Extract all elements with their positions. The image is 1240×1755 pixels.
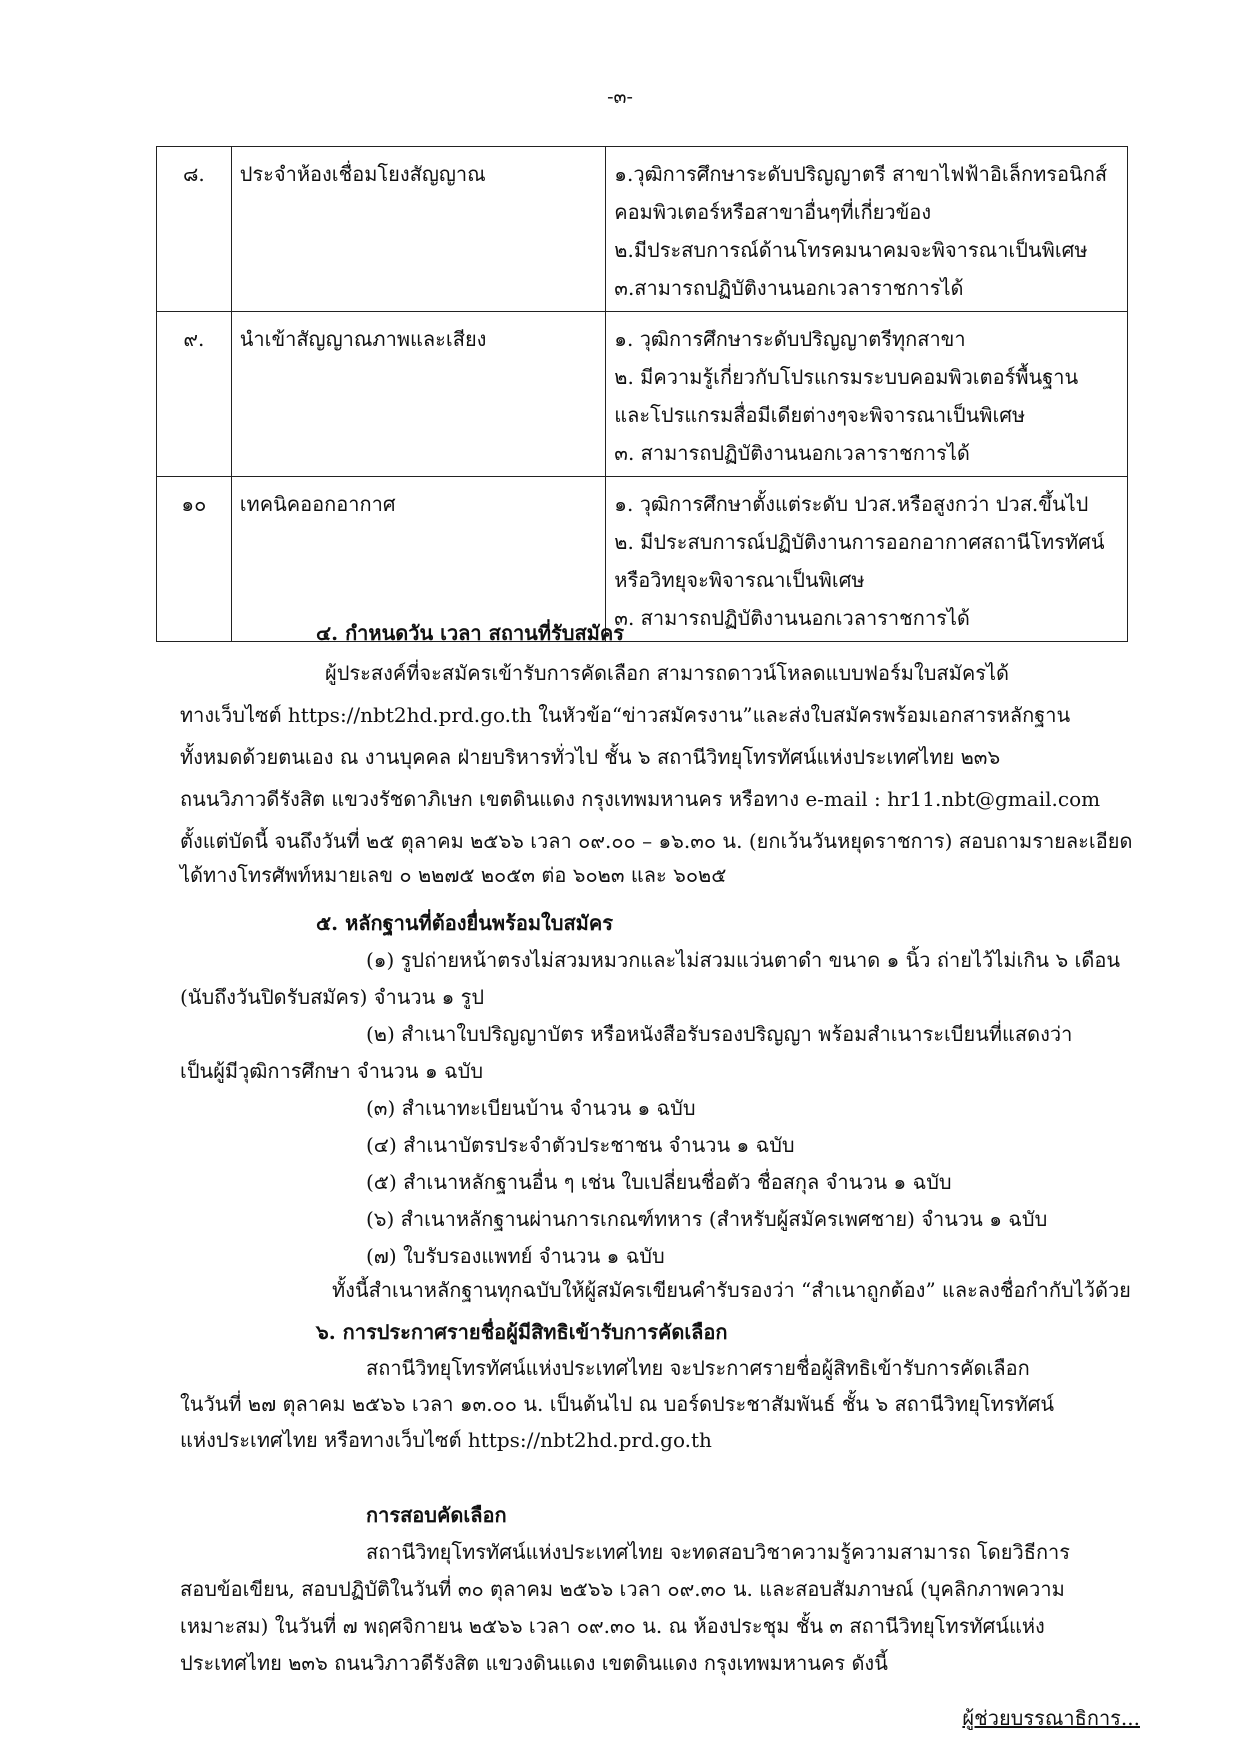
paragraph-line: (๕) สำเนาหลักฐานอื่น ๆ เช่น ใบเปลี่ยนชื่อตัว ชื่อสกุล จำนวน ๑ ฉบับ xyxy=(366,1170,952,1194)
continued-next-page: ผู้ช่วยบรรณาธิการ... xyxy=(962,1706,1140,1730)
section-heading: ๖. การประกาศรายชื่อผู้มีสิทธิเข้ารับการคัดเลือก xyxy=(316,1320,728,1344)
position-name: ประจำห้องเชื่อมโยงสัญญาณ xyxy=(231,147,606,312)
paragraph-line: ตั้งแต่บัดนี้ จนถึงวันที่ ๒๕ ตุลาคม ๒๕๖๖ เวลา ๐๙.๐๐ – ๑๖.๓๐ น. (ยกเว้นวันหยุดราชการ) สอบถามรายละเอียด xyxy=(180,829,1133,853)
paragraph-line: เหมาะสม) ในวันที่ ๗ พฤศจิกายน ๒๕๖๖ เวลา ๐๙.๓๐ น. ณ ห้องประชุม ชั้น ๓ สถานีวิทยุโทรทัศน์แห่ง xyxy=(180,1614,1045,1638)
section-application-schedule xyxy=(180,616,1133,892)
position-name: เทคนิคออกอากาศ xyxy=(231,477,606,642)
position-name: นำเข้าสัญญาณภาพและเสียง xyxy=(231,312,606,477)
paragraph-line: เป็นผู้มีวุฒิการศึกษา จำนวน ๑ ฉบับ xyxy=(180,1059,484,1083)
paragraph-line: ทั้งหมดด้วยตนเอง ณ งานบุคคล ฝ่ายบริหารทั่วไป ชั้น ๖ สถานีวิทยุโทรทัศน์แห่งประเทศไทย ๒๓๖ xyxy=(180,745,1001,769)
paragraph-line: ประเทศไทย ๒๓๖ ถนนวิภาวดีรังสิต แขวงดินแดง เขตดินแดง กรุงเทพมหานคร ดังนี้ xyxy=(180,1651,888,1675)
row-number: ๑๐ xyxy=(157,477,232,642)
section-selection-exam xyxy=(180,1498,1130,1680)
paragraph-line: ถนนวิภาวดีรังสิต แขวงรัชดาภิเษก เขตดินแดง กรุงเทพมหานคร หรือทาง e-mail : hr11.nbt@gmail.com xyxy=(180,787,1101,811)
requirement-line: ๓. สามารถปฏิบัติงานนอกเวลาราชการได้ xyxy=(614,606,970,630)
paragraph-line: (นับถึงวันปิดรับสมัคร) จำนวน ๑ รูป xyxy=(180,985,485,1009)
paragraph-line: ได้ทางโทรศัพท์หมายเลข ๐ ๒๒๗๕ ๒๐๕๓ ต่อ ๖๐๒๓ และ ๖๐๒๕ xyxy=(180,863,727,887)
section-candidate-announcement xyxy=(180,1315,1130,1457)
requirements-cell xyxy=(606,147,1128,312)
table-row xyxy=(157,147,1128,312)
paragraph-line: ทางเว็บไซต์ https://nbt2hd.prd.go.th ในหัวข้อ“ข่าวสมัครงาน”และส่งใบสมัครพร้อมเอกสารหลักฐาน xyxy=(180,703,1071,727)
paragraph-line: สถานีวิทยุโทรทัศน์แห่งประเทศไทย จะประกาศรายชื่อผู้สิทธิเข้ารับการคัดเลือก xyxy=(366,1356,1030,1380)
subsection-heading: การสอบคัดเลือก xyxy=(366,1503,507,1527)
requirement-line: ๑. วุฒิการศึกษาตั้งแต่ระดับ ปวส.หรือสูงกว่า ปวส.ขึ้นไป xyxy=(614,492,1089,516)
section-required-documents xyxy=(180,906,1130,1307)
paragraph-line: สอบข้อเขียน, สอบปฏิบัติในวันที่ ๓๐ ตุลาคม ๒๕๖๖ เวลา ๐๙.๓๐ น. และสอบสัมภาษณ์ (บุคลิกภาพความ xyxy=(180,1577,1065,1601)
row-number: ๙. xyxy=(157,312,232,477)
paragraph-line: ทั้งนี้สำเนาหลักฐานทุกฉบับให้ผู้สมัครเขียนคำรับรองว่า “สำเนาถูกต้อง” และลงชื่อกำกับไว้ด้วย xyxy=(332,1278,1131,1302)
paragraph-line: (๑) รูปถ่ายหน้าตรงไม่สวมหมวกและไม่สวมแว่นตาดำ ขนาด ๑ นิ้ว ถ่ายไว้ไม่เกิน ๖ เดือน xyxy=(366,948,1121,972)
requirement-line: คอมพิวเตอร์หรือสาขาอื่นๆที่เกี่ยวข้อง xyxy=(614,200,932,224)
page-number: -๓- xyxy=(607,86,633,108)
qualification-table xyxy=(156,146,1128,642)
table-row xyxy=(157,312,1128,477)
paragraph-line: (๒) สำเนาใบปริญญาบัตร หรือหนังสือรับรองปริญญา พร้อมสำเนาระเบียนที่แสดงว่า xyxy=(366,1022,1073,1046)
paragraph-line: (๗) ใบรับรองแพทย์ จำนวน ๑ ฉบับ xyxy=(366,1244,665,1268)
paragraph-line: สถานีวิทยุโทรทัศน์แห่งประเทศไทย จะทดสอบวิชาความรู้ความสามารถ โดยวิธีการ xyxy=(366,1540,1071,1564)
requirement-line: ๒.มีประสบการณ์ด้านโทรคมนาคมจะพิจารณาเป็นพิเศษ xyxy=(614,238,1088,262)
paragraph-line: (๖) สำเนาหลักฐานผ่านการเกณฑ์ทหาร (สำหรับผู้สมัครเพศชาย) จำนวน ๑ ฉบับ xyxy=(366,1207,1048,1231)
paragraph-line: ผู้ประสงค์ที่จะสมัครเข้ารับการคัดเลือก สามารถดาวน์โหลดแบบฟอร์มใบสมัครได้ xyxy=(325,661,1009,685)
requirement-line: หรือวิทยุจะพิจารณาเป็นพิเศษ xyxy=(614,568,865,592)
requirement-line: และโปรแกรมสื่อมีเดียต่างๆจะพิจารณาเป็นพิเศษ xyxy=(614,403,1026,427)
section-heading: ๕. หลักฐานที่ต้องยื่นพร้อมใบสมัคร xyxy=(316,911,613,935)
paragraph-line: (๓) สำเนาทะเบียนบ้าน จำนวน ๑ ฉบับ xyxy=(366,1096,696,1120)
requirement-line: ๑. วุฒิการศึกษาระดับปริญญาตรีทุกสาขา xyxy=(614,327,966,351)
requirements-cell xyxy=(606,312,1128,477)
row-number: ๘. xyxy=(157,147,232,312)
requirement-line: ๑.วุฒิการศึกษาระดับปริญญาตรี สาขาไฟฟ้าอิเล็กทรอนิกส์ xyxy=(614,162,1108,186)
paragraph-line: ในวันที่ ๒๗ ตุลาคม ๒๕๖๖ เวลา ๑๓.๐๐ น. เป็นต้นไป ณ บอร์ดประชาสัมพันธ์ ชั้น ๖ สถานีวิทยุโทรทัศน์ xyxy=(180,1392,1055,1416)
requirement-line: ๒. มีประสบการณ์ปฏิบัติงานการออกอากาศสถานีโทรทัศน์ xyxy=(614,530,1105,554)
requirement-line: ๒. มีความรู้เกี่ยวกับโปรแกรมระบบคอมพิวเตอร์พื้นฐาน xyxy=(614,365,1079,389)
section-heading: ๔. กำหนดวัน เวลา สถานที่รับสมัคร xyxy=(316,621,624,645)
requirement-line: ๓. สามารถปฏิบัติงานนอกเวลาราชการได้ xyxy=(614,441,970,465)
requirement-line: ๓.สามารถปฏิบัติงานนอกเวลาราชการได้ xyxy=(614,276,964,300)
paragraph-line: (๔) สำเนาบัตรประจำตัวประชาชน จำนวน ๑ ฉบับ xyxy=(366,1133,795,1157)
paragraph-line: แห่งประเทศไทย หรือทางเว็บไซต์ https://nbt2hd.prd.go.th xyxy=(180,1428,712,1452)
